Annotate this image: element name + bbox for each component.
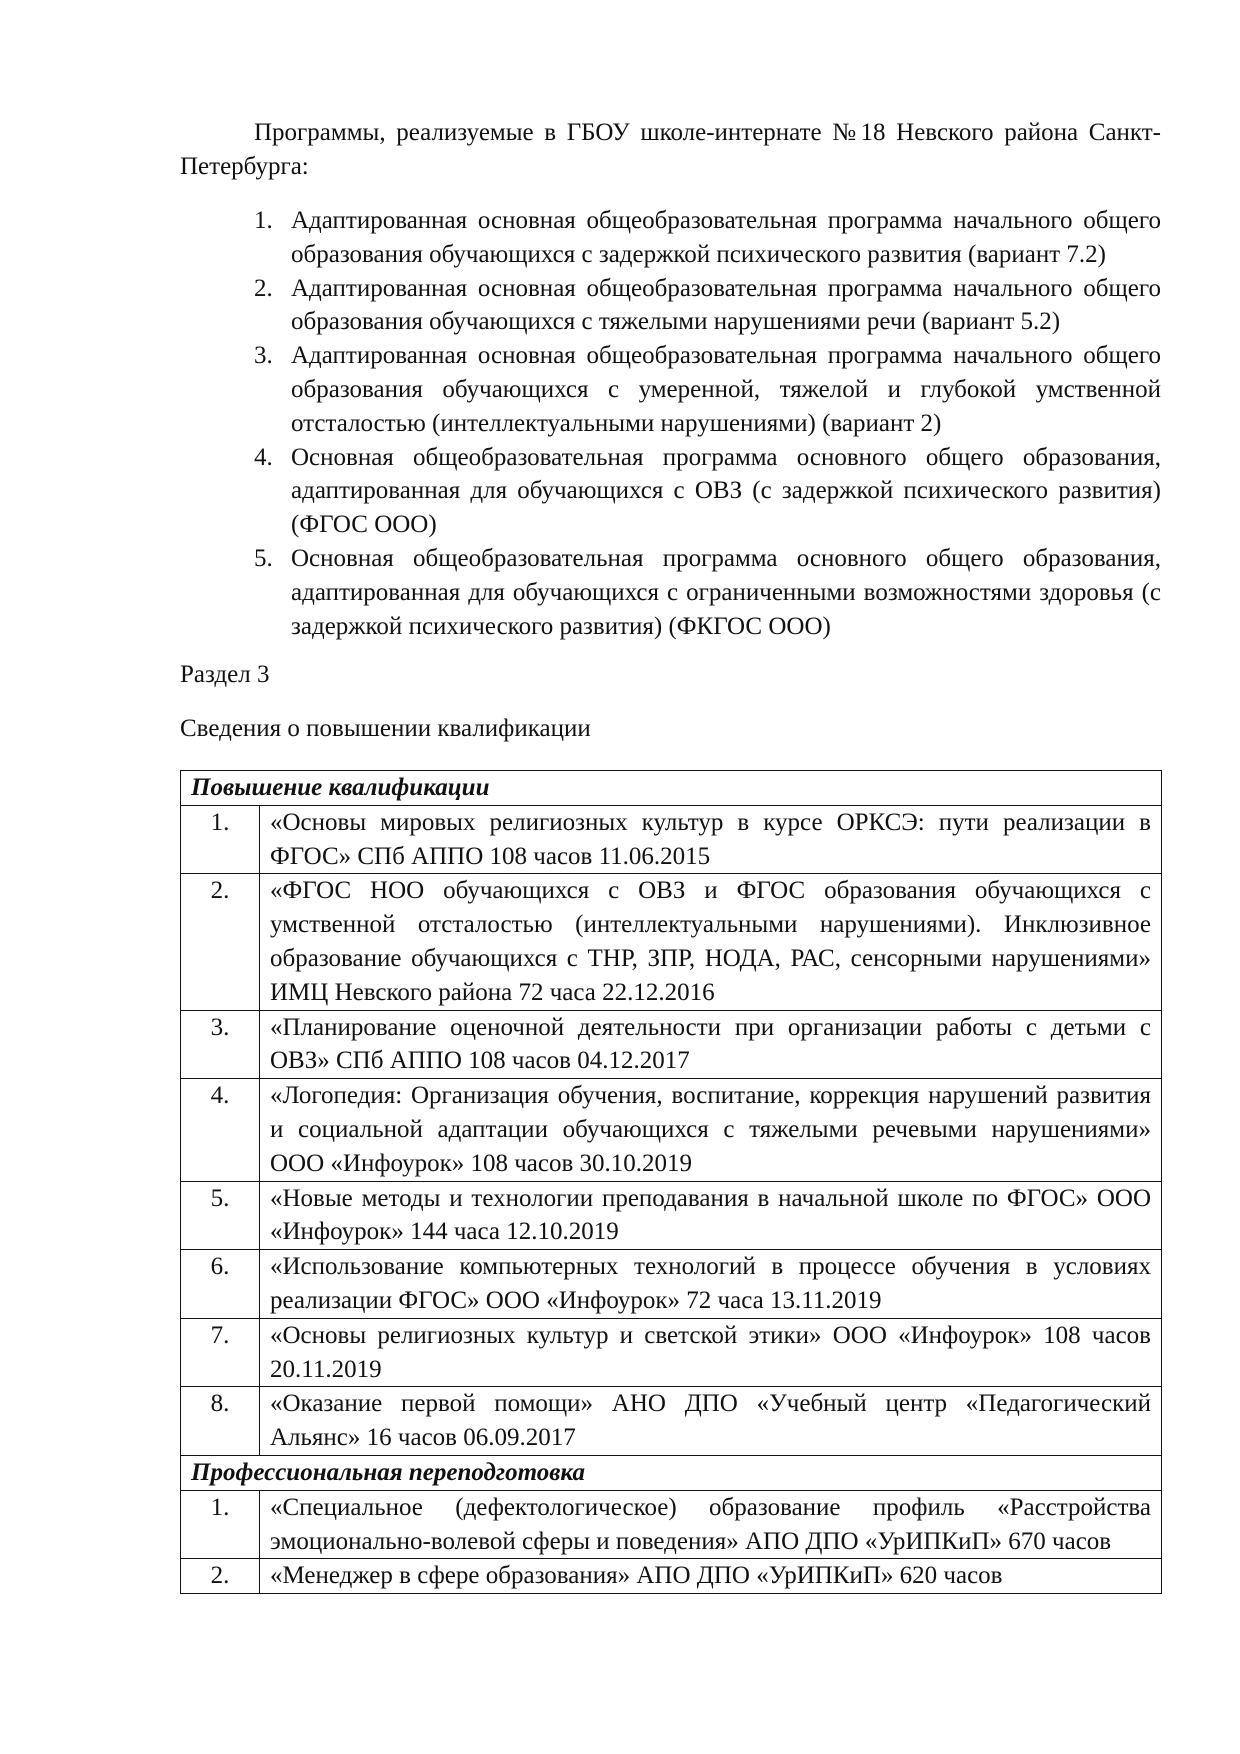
table-row xyxy=(181,1318,1162,1387)
qualification-table xyxy=(180,770,1162,1594)
row-text: «Планирование оценочной деятельности при организации работы с детьми с ОВЗ» СПб АППО 108 часов 04.12.2017 xyxy=(260,1010,1162,1079)
row-text: «Специальное (дефектологическое) образование профиль «Расстройства эмоционально-волевой сферы и поведения» АПО ДПО «УрИПКиП» 670 часов xyxy=(260,1490,1162,1559)
row-number: 8. xyxy=(181,1387,260,1456)
row-number: 5. xyxy=(181,1181,260,1250)
section-heading: Раздел 3 xyxy=(180,661,270,688)
item-number: 1. xyxy=(254,207,273,234)
row-number: 2. xyxy=(181,1559,260,1594)
item-number: 2. xyxy=(254,274,273,302)
row-text: «Использование компьютерных технологий в процессе обучения в условиях реализации ФГОС» ООО «Инфоурок» 72 часа 13.11.2019 xyxy=(260,1250,1162,1319)
program-item xyxy=(254,542,1161,643)
row-text: «Логопедия: Организация обучения, воспитание, коррекция нарушений развития и социальной адаптации обучающихся с тяжелыми речевыми нарушениями» ООО «Инфоурок» 108 часов 30.10.2019 xyxy=(260,1079,1162,1181)
table-row xyxy=(181,1387,1162,1456)
table-row xyxy=(181,1010,1162,1079)
group-heading: Профессиональная переподготовка xyxy=(181,1455,1162,1490)
item-text: Адаптированная основная общеобразовательная программа начального общего образования обучающихся с умеренной, тяжелой и глубокой умственной отсталостью (интеллектуальными нарушениями) (вариант 2) xyxy=(291,342,1161,437)
item-text: Основная общеобразовательная программа основного общего образования, адаптированная для обучающихся с ограниченными возможностями здоровья (с задержкой психического развития) (ФКГОС ООО) xyxy=(291,544,1161,640)
group-heading: Повышение квалификации xyxy=(181,771,1162,806)
section-subtitle: Сведения о повышении квалификации xyxy=(180,715,591,742)
row-number: 7. xyxy=(181,1318,260,1387)
row-text: «Менеджер в сфере образования» АПО ДПО «УрИПКиП» 620 часов xyxy=(260,1559,1162,1594)
item-text: Адаптированная основная общеобразовательная программа начального общего образования обучающихся с задержкой психического развития (вариант 7.2) xyxy=(291,207,1161,268)
row-text: «Новые методы и технологии преподавания в начальной школе по ФГОС» ООО «Инфоурок» 144 часа 12.10.2019 xyxy=(260,1181,1162,1250)
item-text: Основная общеобразовательная программа основного общего образования, адаптированная для обучающихся с ОВЗ (с задержкой психического развития) (ФГОС ООО) xyxy=(291,443,1161,539)
table-row xyxy=(181,1559,1162,1594)
row-number: 1. xyxy=(181,805,260,874)
row-number: 2. xyxy=(181,874,260,1010)
program-item xyxy=(254,272,1161,340)
item-number: 3. xyxy=(254,342,273,370)
table-row xyxy=(181,874,1162,1010)
table-row xyxy=(181,1490,1162,1559)
group-row xyxy=(181,771,1162,806)
item-text: Адаптированная основная общеобразовательная программа начального общего образования обучающихся с тяжелыми нарушениями речи (вариант 5.2) xyxy=(291,274,1161,336)
intro-paragraph: Программы, реализуемые в ГБОУ школе-интернате №18 Невского района Санкт-Петербурга: xyxy=(180,119,1161,180)
row-text: «Оказание первой помощи» АНО ДПО «Учебный центр «Педагогический Альянс» 16 часов 06.09.2017 xyxy=(260,1387,1162,1456)
program-item xyxy=(254,339,1161,440)
group-row xyxy=(181,1455,1162,1490)
row-number: 6. xyxy=(181,1250,260,1319)
row-number: 3. xyxy=(181,1010,260,1079)
programs-list xyxy=(254,204,1161,643)
program-item xyxy=(254,204,1161,272)
item-number: 5. xyxy=(254,544,273,572)
row-text: «ФГОС НОО обучающихся с ОВЗ и ФГОС образования обучающихся с умственной отсталостью (интеллектуальными нарушениями). Инклюзивное образование обучающихся с ТНР, ЗПР, НОДА, РАС, сенсорными нарушениями» ИМЦ Невского района 72 часа 22.12.2016 xyxy=(260,874,1162,1010)
table-row xyxy=(181,1079,1162,1181)
row-text: «Основы мировых религиозных культур в курсе ОРКСЭ: пути реализации в ФГОС» СПб АППО 108 часов 11.06.2015 xyxy=(260,805,1162,874)
row-number: 1. xyxy=(181,1490,260,1559)
table-row xyxy=(181,1250,1162,1319)
row-text: «Основы религиозных культур и светской этики» ООО «Инфоурок» 108 часов 20.11.2019 xyxy=(260,1318,1162,1387)
table-row xyxy=(181,1181,1162,1250)
table-row xyxy=(181,805,1162,874)
program-item xyxy=(254,441,1161,542)
item-number: 4. xyxy=(254,443,273,471)
row-number: 4. xyxy=(181,1079,260,1181)
